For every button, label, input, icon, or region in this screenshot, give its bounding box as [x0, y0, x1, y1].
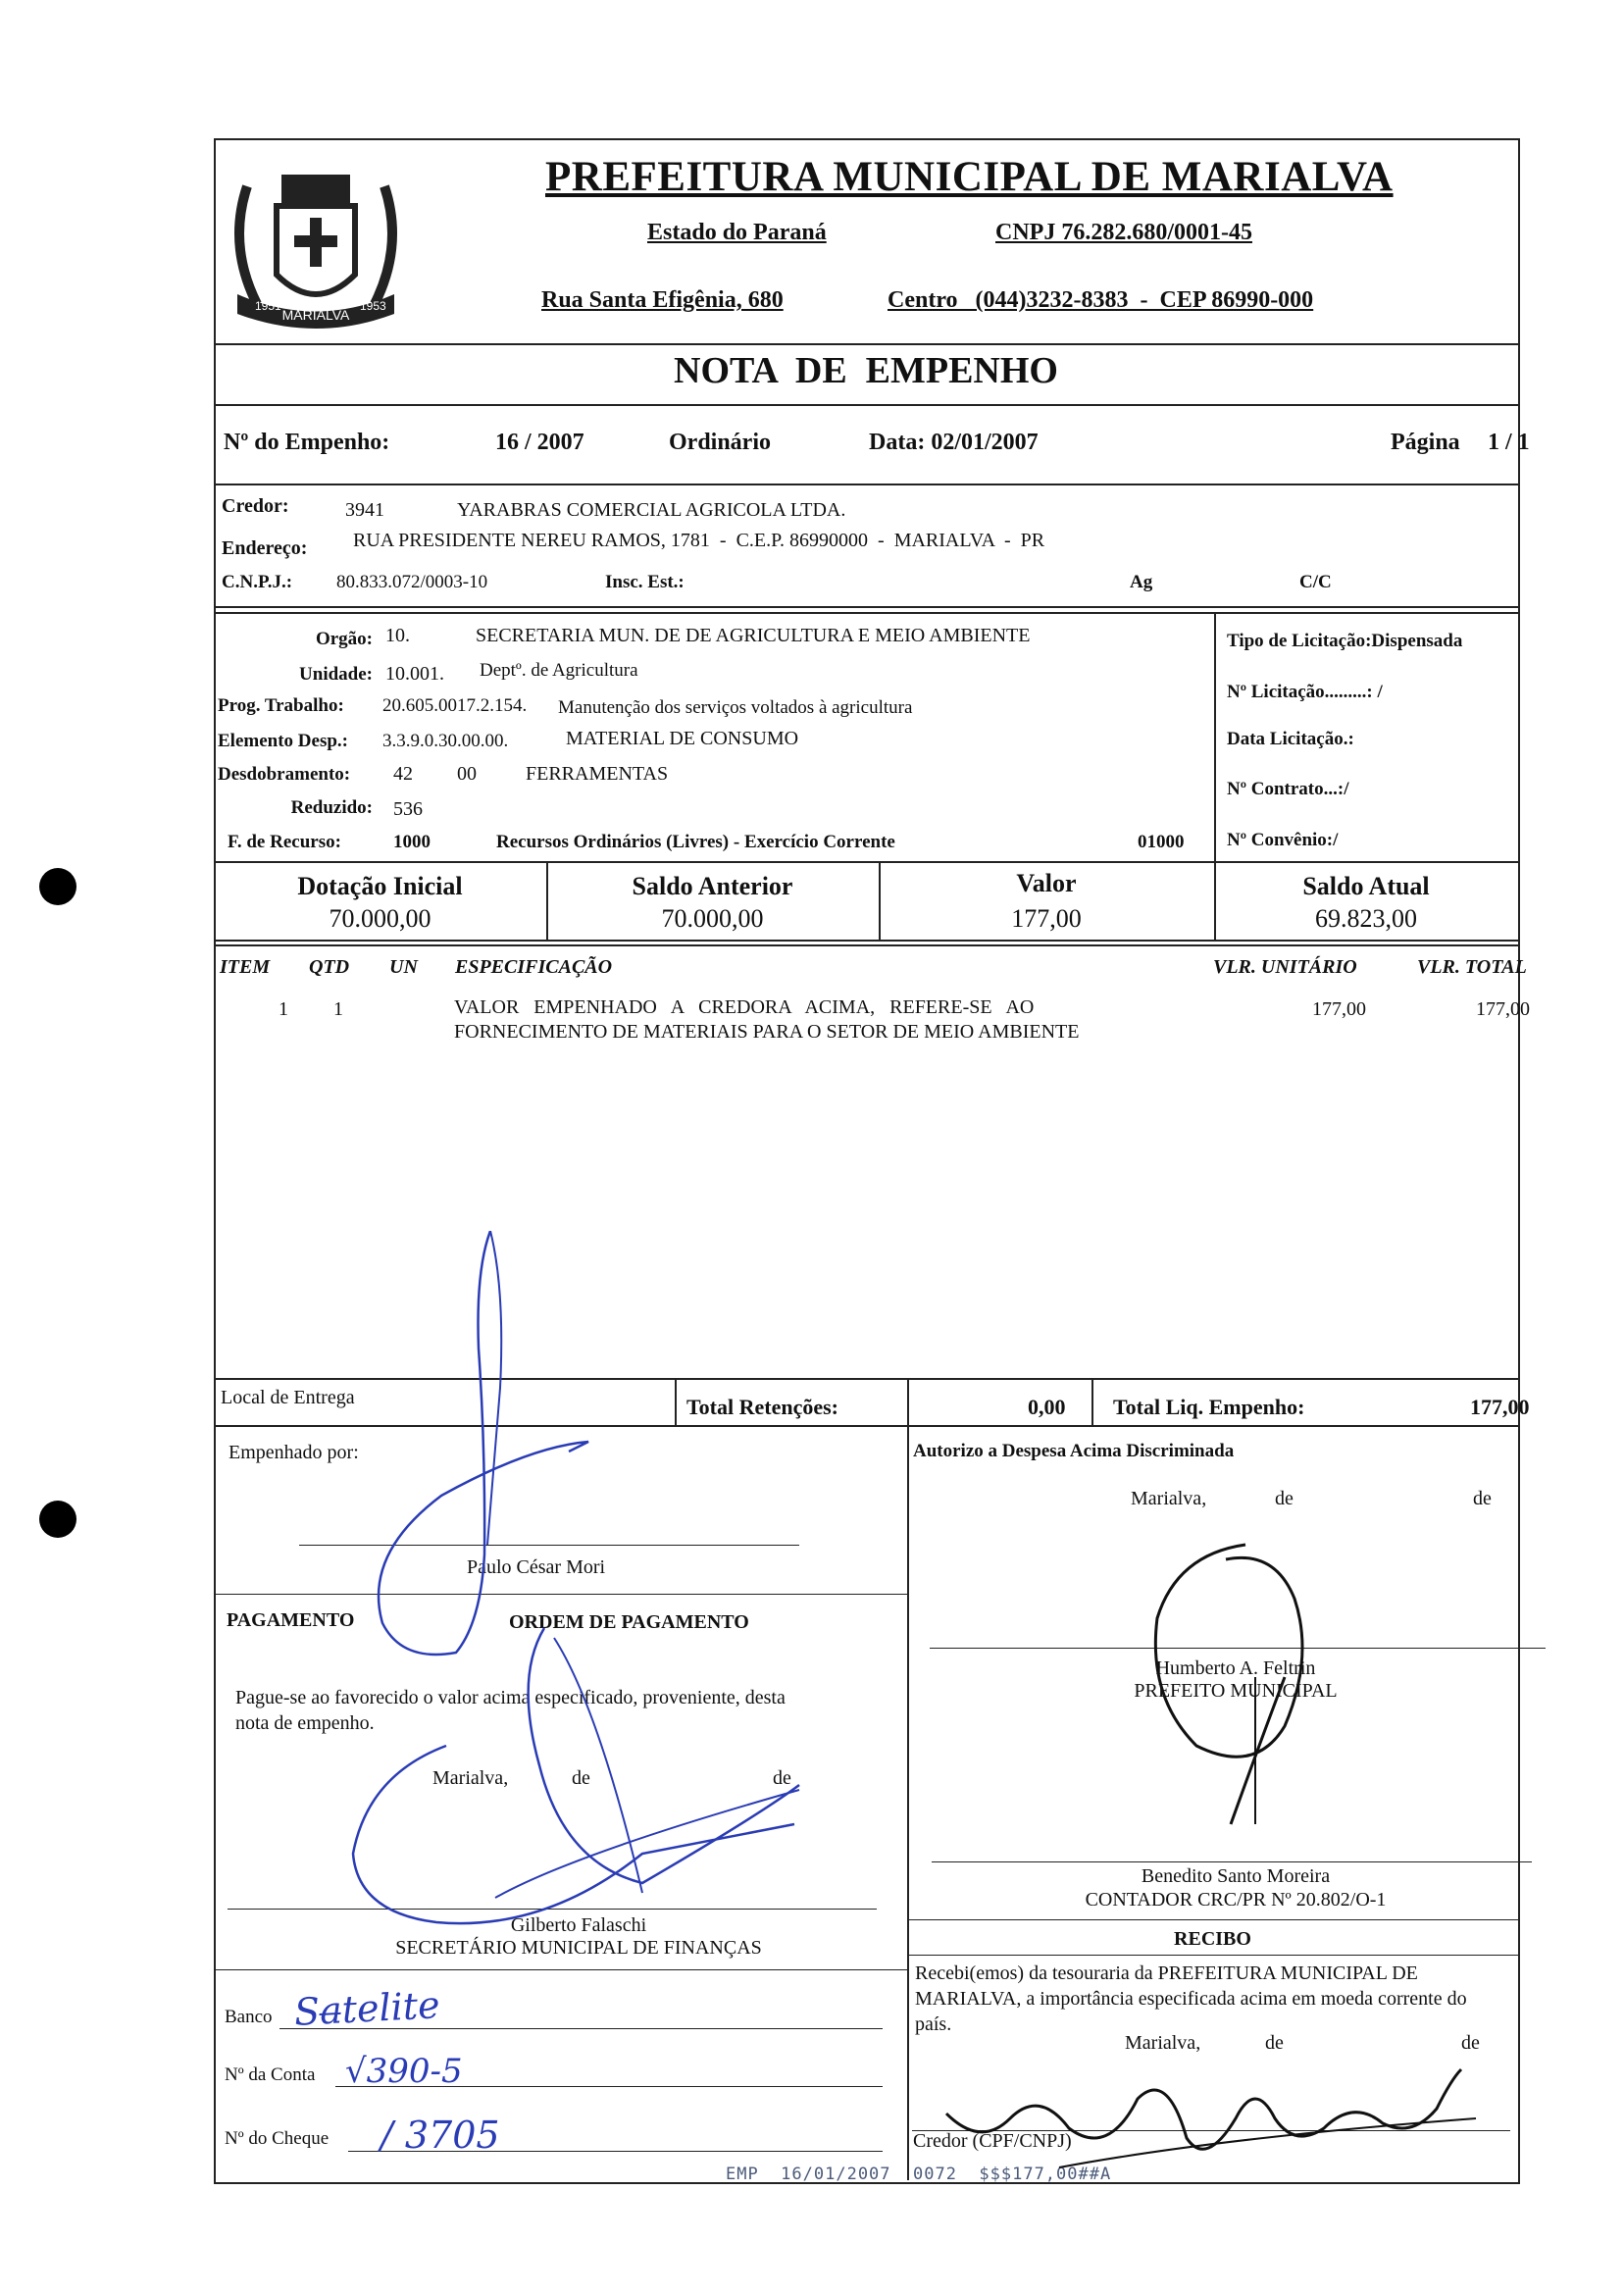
secretario-cargo: SECRETÁRIO MUNICIPAL DE FINANÇAS: [395, 1937, 762, 1959]
row-qtd: 1: [333, 998, 343, 1020]
recibo-title: RECIBO: [1174, 1928, 1251, 1950]
unidade-code: 10.001.: [385, 663, 444, 685]
row-unitario: 177,00: [1312, 998, 1366, 1020]
row-total: 177,00: [1476, 998, 1530, 1020]
endereco-label: Endereço:: [222, 537, 308, 559]
empenho-type: Ordinário: [669, 430, 772, 455]
liquido-label: Total Liq. Empenho:: [1113, 1395, 1305, 1419]
doc-title: NOTA DE EMPENHO: [674, 350, 1058, 391]
secretario-nome: Gilberto Falaschi: [510, 1914, 647, 1936]
insc-est-label: Insc. Est.:: [605, 572, 685, 592]
cnpj-label: C.N.P.J.:: [222, 572, 293, 592]
desdobramento-code-a: 42: [393, 763, 413, 785]
credor-label: Credor:: [222, 495, 289, 517]
col-header-espec: ESPECIFICAÇÃO: [455, 956, 613, 978]
numero-convenio: Nº Convênio:/: [1227, 830, 1339, 850]
recurso-suffix: 01000: [1138, 832, 1185, 852]
retencoes-label: Total Retenções:: [686, 1395, 838, 1419]
unidade-label: Unidade:: [299, 664, 373, 685]
credor-name: YARABRAS COMERCIAL AGRICOLA LTDA.: [457, 499, 846, 521]
saldo-anterior-value: 70.000,00: [661, 904, 764, 933]
valor-value: 177,00: [1011, 904, 1082, 933]
unidade-name: Deptº. de Agricultura: [480, 660, 638, 681]
page-number: 1 / 1: [1488, 430, 1530, 455]
recibo-texto-2: MARIALVA, a importância especificada acima em moeda corrente do: [915, 1988, 1467, 2010]
svg-text:MARIALVA: MARIALVA: [281, 307, 350, 323]
valor-label: Valor: [1016, 869, 1077, 897]
mechanical-stamp: EMP 16/01/2007 0072 $$$177,00##A: [726, 2165, 1112, 2184]
saldo-atual-label: Saldo Atual: [1302, 872, 1430, 900]
header-address: Centro (044)3232-8383 - CEP 86990-000: [888, 287, 1314, 313]
pagamento-title: PAGAMENTO: [227, 1609, 355, 1631]
data-licitacao: Data Licitação.:: [1227, 729, 1354, 749]
svg-text:1951: 1951: [255, 299, 281, 313]
prog-trabalho-name: Manutenção dos serviços voltados à agricultura: [558, 697, 913, 718]
reduzido-label: Reduzido:: [290, 797, 373, 818]
desdobramento-code-b: 00: [457, 763, 477, 785]
ordem-pagamento-title: ORDEM DE PAGAMENTO: [509, 1611, 749, 1633]
retencoes-value: 0,00: [1028, 1395, 1066, 1419]
autorizo-de2: de: [1473, 1488, 1492, 1509]
credor-cpf-label: Credor (CPF/CNPJ): [913, 2130, 1072, 2152]
elemento-name: MATERIAL DE CONSUMO: [566, 728, 799, 749]
col-header-total: VLR. TOTAL: [1417, 956, 1527, 978]
col-header-unitario: VLR. UNITÁRIO: [1213, 956, 1357, 978]
conta-handwritten: √390-5: [345, 2052, 463, 2091]
banco-label: Banco: [225, 2007, 273, 2027]
prog-trabalho-label: Prog. Trabalho:: [218, 695, 344, 716]
banco-handwritten: Sa̶telite: [292, 1983, 441, 2034]
page-label: Página: [1391, 430, 1460, 455]
dotacao-inicial-label: Dotação Inicial: [297, 872, 463, 900]
orgao-name: SECRETARIA MUN. DE DE AGRICULTURA E MEIO AMBIENTE: [476, 625, 1031, 646]
cheque-handwritten: / 3705: [381, 2114, 500, 2157]
col-header-qtd: QTD: [309, 956, 350, 978]
tipo-licitacao: Tipo de Licitação:Dispensada: [1227, 631, 1463, 651]
empenho-number: 16 / 2007: [495, 430, 584, 455]
local-entrega: Local de Entrega: [221, 1387, 355, 1408]
empenho-number-label: Nº do Empenho:: [224, 430, 390, 455]
cheque-label: Nº do Cheque: [225, 2128, 330, 2149]
municipal-seal: [218, 157, 414, 343]
pagamento-de1: de: [572, 1767, 590, 1789]
pagamento-local: Marialva,: [432, 1767, 509, 1789]
recurso-label: F. de Recurso:: [228, 832, 341, 852]
contador-nome: Benedito Santo Moreira: [1141, 1865, 1331, 1887]
credor-cnpj: 80.833.072/0003-10: [336, 572, 488, 592]
pagamento-texto-2: nota de empenho.: [235, 1712, 375, 1734]
liquido-value: 177,00: [1470, 1395, 1530, 1419]
orgao-label: Orgão:: [315, 629, 373, 649]
elemento-label: Elemento Desp.:: [218, 731, 348, 751]
empenhado-nome: Paulo César Mori: [467, 1556, 606, 1578]
row-espec-line1: VALOR EMPENHADO A CREDORA ACIMA, REFERE-SE AO: [454, 996, 1035, 1018]
recibo-de1: de: [1265, 2032, 1284, 2054]
recibo-texto-3: país.: [915, 2013, 952, 2035]
empenhado-por-label: Empenhado por:: [228, 1442, 359, 1463]
recibo-de2: de: [1461, 2032, 1480, 2054]
prog-trabalho-code: 20.605.0017.2.154.: [382, 695, 528, 716]
elemento-code: 3.3.9.0.30.00.00.: [382, 731, 509, 751]
header-state: Estado do Paraná: [647, 220, 827, 245]
recurso-name: Recursos Ordinários (Livres) - Exercício Corrente: [496, 832, 895, 852]
header-street: Rua Santa Efigênia, 680: [541, 287, 784, 313]
recibo-local: Marialva,: [1125, 2032, 1201, 2054]
contador-cargo: CONTADOR CRC/PR Nº 20.802/O-1: [1085, 1889, 1387, 1911]
header-cnpj: CNPJ 76.282.680/0001-45: [995, 220, 1252, 245]
recurso-code: 1000: [393, 832, 431, 852]
desdobramento-label: Desdobramento:: [218, 764, 351, 785]
pagamento-texto-1: Pague-se ao favorecido o valor acima especificado, proveniente, desta: [235, 1687, 786, 1708]
row-item: 1: [279, 998, 288, 1020]
col-header-un: UN: [389, 956, 418, 978]
row-espec-line2: FORNECIMENTO DE MATERIAIS PARA O SETOR DE MEIO AMBIENTE: [454, 1021, 1080, 1043]
empenho-date: Data: 02/01/2007: [869, 430, 1039, 455]
dotacao-inicial-value: 70.000,00: [329, 904, 431, 933]
numero-licitacao: Nº Licitação.........: /: [1227, 682, 1383, 702]
orgao-code: 10.: [385, 625, 410, 646]
credor-code: 3941: [345, 499, 384, 521]
ag-label: Ag: [1130, 572, 1153, 592]
pagamento-de2: de: [773, 1767, 791, 1789]
prefeito-nome: Humberto A. Feltrin: [1155, 1657, 1316, 1679]
cc-label: C/C: [1299, 572, 1332, 592]
svg-text:1953: 1953: [360, 299, 386, 313]
desdobramento-name: FERRAMENTAS: [526, 763, 669, 785]
recibo-texto-1: Recebi(emos) da tesouraria da PREFEITURA MUNICIPAL DE: [915, 1962, 1418, 1984]
endereco: RUA PRESIDENTE NEREU RAMOS, 1781 - C.E.P. 86990000 - MARIALVA - PR: [353, 530, 1045, 551]
saldo-anterior-label: Saldo Anterior: [632, 872, 793, 900]
conta-label: Nº da Conta: [225, 2064, 316, 2085]
prefeito-cargo: PREFEITO MUNICIPAL: [1134, 1680, 1338, 1702]
saldo-atual-value: 69.823,00: [1315, 904, 1417, 933]
numero-contrato: Nº Contrato...:/: [1227, 779, 1349, 799]
autorizo-de1: de: [1275, 1488, 1294, 1509]
autorizo-local: Marialva,: [1131, 1488, 1207, 1509]
punch-hole-bottom: [39, 1501, 76, 1538]
reduzido-value: 536: [393, 798, 423, 820]
punch-hole-top: [39, 868, 76, 905]
header-title: PREFEITURA MUNICIPAL DE MARIALVA: [545, 154, 1394, 200]
col-header-item: ITEM: [220, 956, 271, 978]
autorizo-label: Autorizo a Despesa Acima Discriminada: [913, 1441, 1235, 1461]
